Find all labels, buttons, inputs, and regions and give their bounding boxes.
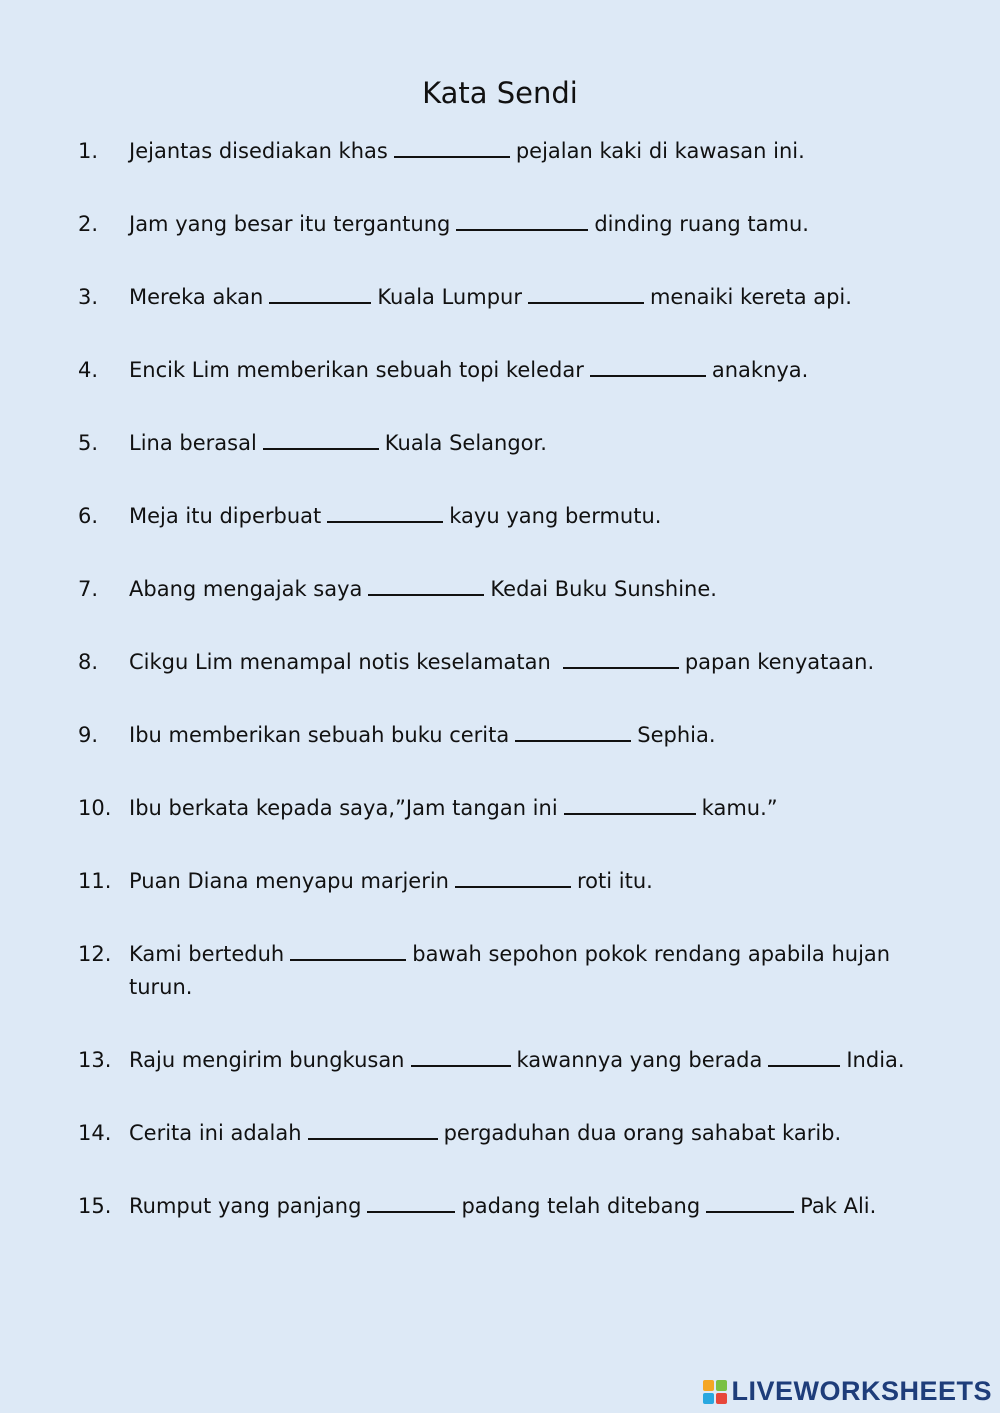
logo-mark-icon — [703, 1380, 727, 1404]
question-number: 6. — [78, 504, 99, 528]
answer-blank[interactable] — [368, 575, 484, 596]
question-number: 15. — [78, 1194, 112, 1218]
text-part: Meja itu diperbuat — [129, 504, 322, 528]
answer-blank[interactable] — [455, 867, 571, 888]
question-number: 9. — [78, 723, 99, 747]
text-part: Cikgu Lim menampal notis keselamatan — [129, 650, 551, 674]
question-14 — [78, 1117, 918, 1150]
question-text — [129, 208, 918, 241]
answer-blank[interactable] — [456, 210, 588, 231]
question-number: 13. — [78, 1048, 112, 1072]
logo-square — [716, 1380, 727, 1391]
answer-blank[interactable] — [327, 502, 443, 523]
text-part: pejalan kaki di kawasan ini. — [515, 139, 805, 163]
question-number: 10. — [78, 796, 112, 820]
question-8 — [78, 646, 918, 679]
question-2 — [78, 208, 918, 241]
text-part: Ibu berkata kepada saya,”Jam tangan ini — [129, 796, 558, 820]
question-12 — [78, 938, 918, 1004]
text-part: Lina berasal — [129, 431, 257, 455]
question-text — [129, 646, 918, 679]
question-3 — [78, 281, 918, 314]
answer-blank[interactable] — [263, 429, 379, 450]
text-part: Cerita ini adalah — [129, 1121, 302, 1145]
text-part: menaiki kereta api. — [649, 285, 852, 309]
answer-blank[interactable] — [768, 1046, 840, 1067]
answer-blank[interactable] — [706, 1192, 794, 1213]
question-4 — [78, 354, 918, 387]
question-text — [129, 938, 918, 1004]
question-number: 8. — [78, 650, 99, 674]
question-number: 7. — [78, 577, 99, 601]
question-text — [129, 500, 918, 533]
question-7 — [78, 573, 918, 606]
logo-square — [716, 1393, 727, 1404]
text-part: kawannya yang berada — [516, 1048, 763, 1072]
question-9 — [78, 719, 918, 752]
text-part: Raju mengirim bungkusan — [129, 1048, 405, 1072]
answer-blank[interactable] — [269, 283, 371, 304]
question-text — [129, 1044, 918, 1077]
text-part: papan kenyataan. — [684, 650, 875, 674]
text-part: Puan Diana menyapu marjerin — [129, 869, 449, 893]
answer-blank[interactable] — [590, 356, 706, 377]
question-number: 11. — [78, 869, 112, 893]
text-part: India. — [846, 1048, 905, 1072]
text-part: Jam yang besar itu tergantung — [129, 212, 451, 236]
question-1 — [78, 135, 918, 168]
text-part: Kuala Lumpur — [377, 285, 522, 309]
answer-blank[interactable] — [308, 1119, 438, 1140]
question-number: 3. — [78, 285, 99, 309]
text-part: Kedai Buku Sunshine. — [490, 577, 717, 601]
text-part: kayu yang bermutu. — [449, 504, 662, 528]
question-text — [129, 1117, 918, 1150]
liveworksheets-logo[interactable] — [703, 1376, 992, 1407]
question-text — [129, 427, 918, 460]
question-number: 4. — [78, 358, 99, 382]
question-number: 14. — [78, 1121, 112, 1145]
question-10 — [78, 792, 918, 825]
text-part: anaknya. — [711, 358, 809, 382]
question-text — [129, 573, 918, 606]
logo-square — [703, 1393, 714, 1404]
question-text — [129, 719, 918, 752]
answer-blank[interactable] — [515, 721, 631, 742]
question-text — [129, 281, 918, 314]
question-11 — [78, 865, 918, 898]
worksheet-title: Kata Sendi — [422, 76, 578, 110]
answer-blank[interactable] — [528, 283, 644, 304]
text-part: Abang mengajak saya — [129, 577, 363, 601]
text-part: roti itu. — [576, 869, 653, 893]
answer-blank[interactable] — [411, 1046, 511, 1067]
question-6 — [78, 500, 918, 533]
text-part: kamu.” — [701, 796, 778, 820]
answer-blank[interactable] — [290, 940, 406, 961]
text-part: Ibu memberikan sebuah buku cerita — [129, 723, 510, 747]
answer-blank[interactable] — [564, 794, 696, 815]
logo-text: LIVEWORKSHEETS — [731, 1376, 992, 1406]
text-part: Jejantas disediakan khas — [129, 139, 388, 163]
text-part: Kami berteduh — [129, 942, 285, 966]
text-part: Rumput yang panjang — [129, 1194, 362, 1218]
question-number: 2. — [78, 212, 99, 236]
text-part: dinding ruang tamu. — [594, 212, 809, 236]
text-part: Encik Lim memberikan sebuah topi keledar — [129, 358, 584, 382]
answer-blank[interactable] — [394, 137, 510, 158]
question-15 — [78, 1190, 918, 1223]
question-text — [129, 135, 918, 168]
text-part: Mereka akan — [129, 285, 264, 309]
question-5 — [78, 427, 918, 460]
question-text — [129, 792, 918, 825]
text-part: padang telah ditebang — [461, 1194, 701, 1218]
question-text — [129, 1190, 918, 1223]
question-text — [129, 354, 918, 387]
question-number: 5. — [78, 431, 99, 455]
text-part: Kuala Selangor. — [384, 431, 547, 455]
answer-blank[interactable] — [367, 1192, 455, 1213]
answer-blank[interactable] — [563, 648, 679, 669]
question-number: 1. — [78, 139, 99, 163]
text-part: bawah sepohon pokok rendang apabila hujan turun. — [129, 942, 891, 999]
text-part: Sephia. — [637, 723, 716, 747]
text-part: Pak Ali. — [800, 1194, 877, 1218]
question-number: 12. — [78, 942, 112, 966]
text-part: pergaduhan dua orang sahabat karib. — [443, 1121, 842, 1145]
logo-square — [703, 1380, 714, 1391]
question-13 — [78, 1044, 918, 1077]
question-text — [129, 865, 918, 898]
